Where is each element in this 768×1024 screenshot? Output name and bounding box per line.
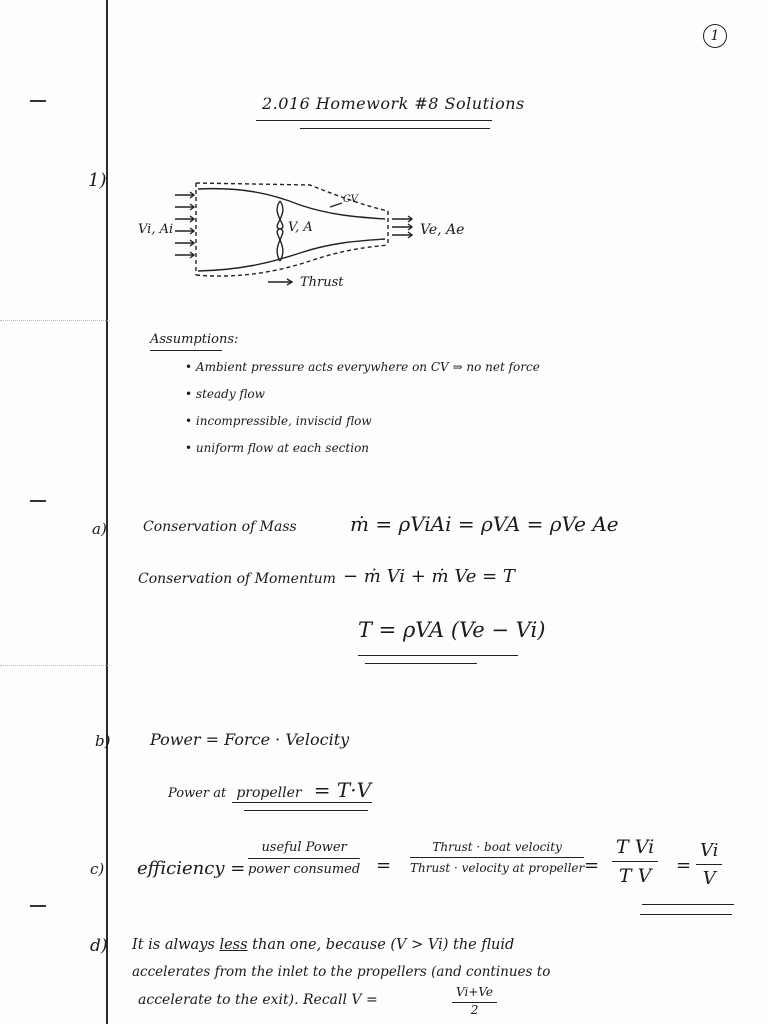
vi-plus-ve: Vi+Ve [452,985,497,1003]
fraction-vi-v [696,840,722,889]
margin-mark [30,100,46,102]
thrust-boat-velocity: Thrust · boat velocity [410,840,584,858]
power-definition: Power = Force · Velocity [150,730,350,749]
equals-sign: = [584,855,600,876]
propeller-underline [244,810,368,811]
margin-mark [30,905,46,907]
title-underline [256,120,492,121]
fraction-average-velocity [452,985,497,1017]
part-c-label: c) [90,860,105,878]
v: V [702,868,716,889]
cv-label: CV [343,194,358,205]
part-d-line-3: accelerate to the exit). Recall V = [138,992,378,1008]
faint-rule [0,320,110,321]
fraction-power [248,840,360,877]
problem-number: 1) [88,170,107,191]
inlet-label: Vi, Ai [138,222,174,237]
assumption-item: • uniform flow at each section [185,441,370,455]
assumption-item: • incompressible, inviscid flow [185,414,372,428]
momentum-label: Conservation of Momentum [138,571,336,587]
part-d-line-1: It is always less than one, because (V > Vi) the fluid [132,937,515,953]
power-at-propeller: Power at propeller = T·V [168,778,372,802]
assumptions-underline [150,350,222,351]
momentum-equation: − ṁ Vi + ṁ Ve = T [343,566,515,587]
outlet-label: Ve, Ae [420,222,465,238]
less-word: less [219,937,248,953]
title-underline [300,128,490,129]
part-d-line-2: accelerates from the inlet to the propellers (and continues to [132,964,551,980]
mass-label: Conservation of Mass [143,519,297,535]
tv: T V [618,865,652,887]
propeller-word: propeller [236,785,302,801]
part-d-label: d) [90,936,108,956]
part-a-label: a) [92,520,107,538]
tvi: T Vi [612,836,658,862]
thrust-label: Thrust [300,275,344,290]
part-b-label: b) [95,732,111,750]
efficiency-label: efficiency = [137,858,246,879]
page-number: 1 [703,24,727,48]
thrust-result: T = ρVA (Ve − Vi) [358,618,546,642]
thrust-velocity-propeller: Thrust · velocity at propeller [410,861,585,875]
equals-sign: = [376,855,392,876]
result-underline [358,655,518,656]
assumption-item: • Ambient pressure acts everywhere on CV ⇒ no net force [185,360,540,374]
margin-line [106,0,108,1024]
fraction-tv [612,836,658,887]
efficiency-underline [640,914,732,915]
mass-equation: ṁ = ρViAi = ρVA = ρVe Ae [350,512,619,536]
useful-power: useful Power [248,840,360,859]
fraction-thrust [410,840,584,875]
power-consumed: power consumed [248,862,361,877]
propeller-label: V, A [288,220,313,235]
equals-sign: = [676,855,692,876]
margin-mark [30,500,46,502]
propeller-underline [232,802,372,803]
faint-rule [0,665,110,666]
efficiency-underline [642,904,734,905]
vi: Vi [696,840,722,865]
page-title: 2.016 Homework #8 Solutions [262,94,525,113]
assumptions-heading: Assumptions: [150,332,239,347]
two: 2 [470,1003,479,1017]
result-underline [365,663,477,664]
power-propeller-equation: = T·V [313,778,372,802]
assumption-item: • steady flow [185,387,265,401]
